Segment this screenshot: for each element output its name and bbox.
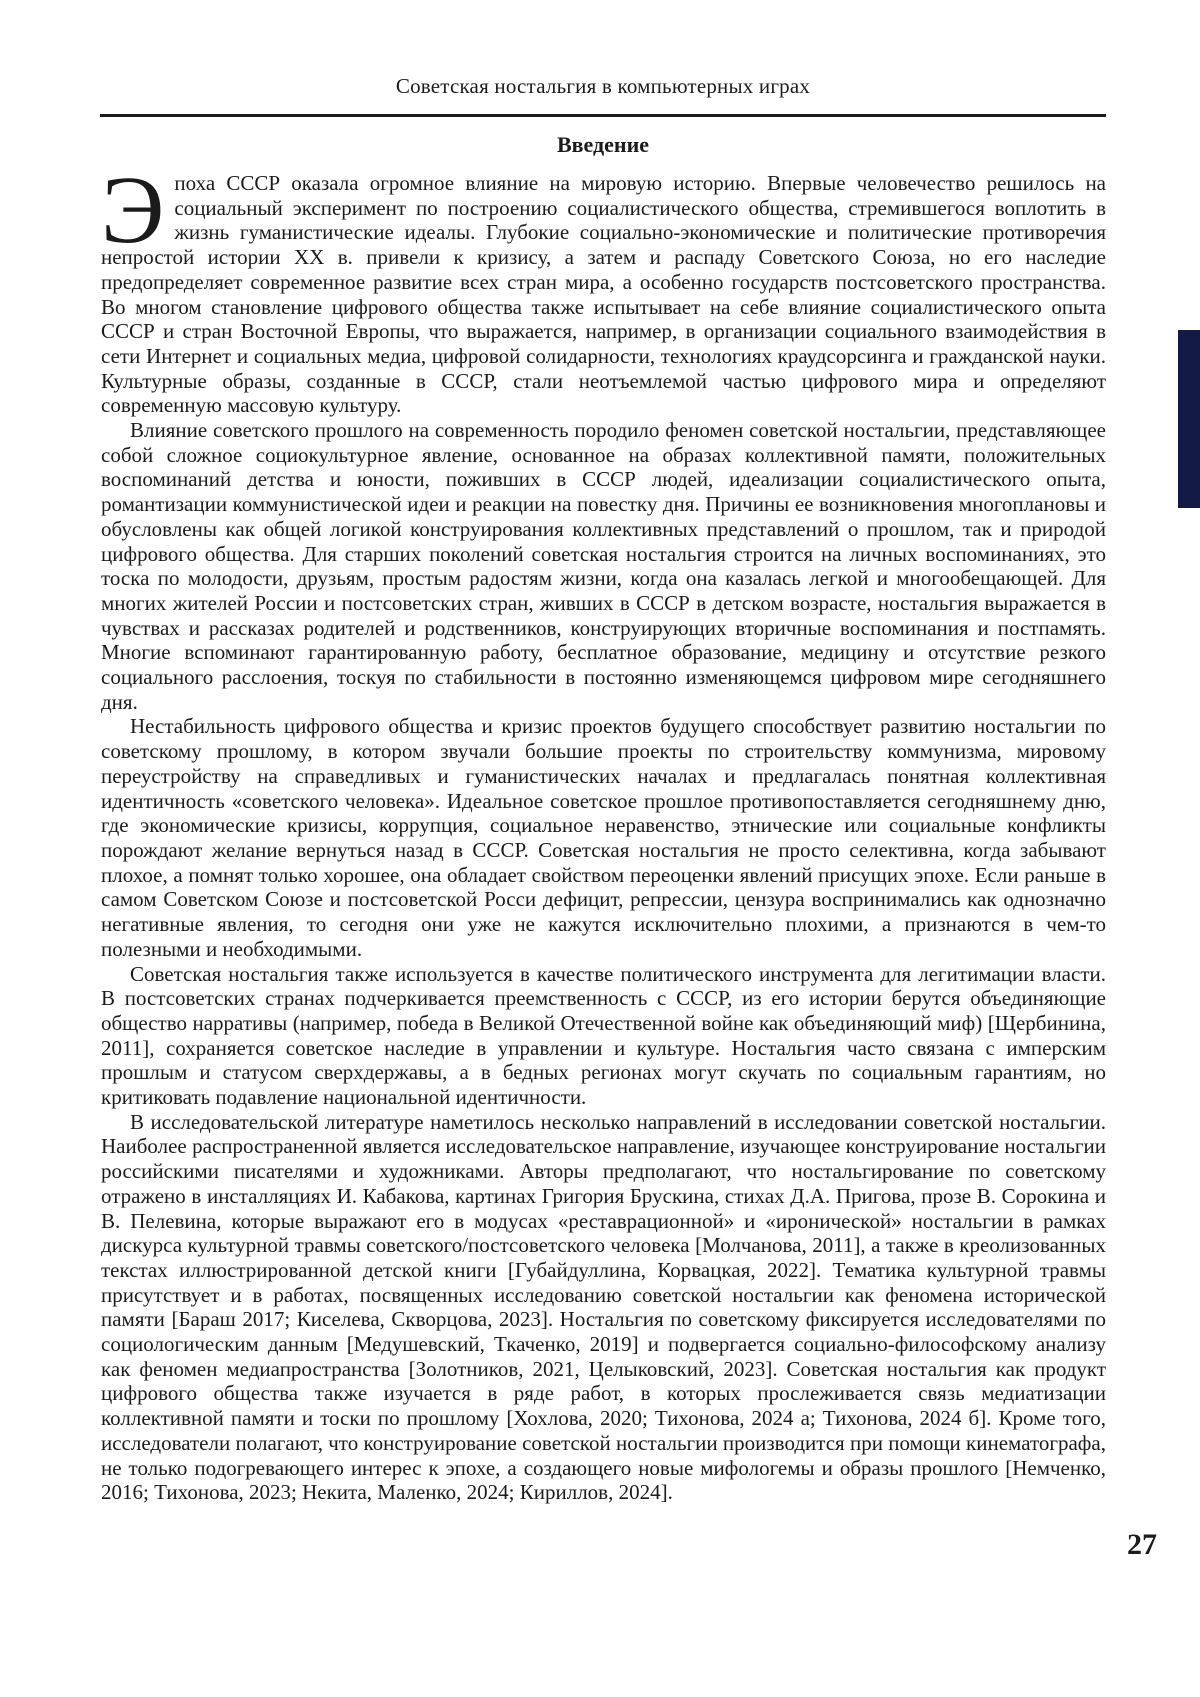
drop-cap: Э bbox=[101, 156, 165, 263]
page-number: 27 bbox=[1127, 1528, 1157, 1561]
running-header: Советская ностальгия в компьютерных играх bbox=[395, 74, 811, 98]
paragraph-2: Влияние советского прошлого на современность породило феномен советской ностальгии, представляющее собой сложное социокультурное явление, основанное на образах коллективной памяти, положительных воспоминаний детства и юности, поживших в СССР людей, идеализации социалистического опыта, романтизации коммунистической идеи и реакции на повестку дня. Причины ее возникновения многоплановы и обусловлены как общей логикой конструирования коллективных представлений о прошлом, так и природой цифрового общества. Для старших поколений советская ностальгия строится на личных воспоминаниях, это тоска по молодости, друзьям, простым радостям жизни, когда она казалась легкой и многообещающей. Для многих жителей России и постсоветских стран, живших в СССР в детском возрасте, ностальгия выражается в чувствах и рассказах родителей и родственников, конструирующих вторичные воспоминания и постпамять. Многие вспоминают гарантированную работу, бесплатное образование, медицину и отсутствие резкого социального расслоения, тоскуя по стабильности в постоянно изменяющемся цифровом мире сегодняшнего дня. bbox=[101, 418, 1106, 714]
paragraph-1 bbox=[101, 156, 1106, 418]
paragraph-4: Советская ностальгия также используется в качестве политического инструмента для легитимации власти. В постсоветских странах подчеркивается преемственность с СССР, из его истории берутся объединяющие общество нарративы (например, победа в Великой Отечественной войне как объединяющий миф) [Щербинина, 2011], сохраняется советское наследие в управлении и культуре. Ностальгия часто связана с имперским прошлым и статусом сверхдержавы, а в бедных регионах могут скучать по социальным гарантиям, но критиковать подавление национальной идентичности. bbox=[101, 961, 1106, 1110]
paragraph-3: Нестабильность цифрового общества и кризис проектов будущего способствует развитию ностальгии по советскому прошлому, в котором звучали большие проекты по строительству коммунизма, мировому переустройству на справедливых и гуманистических началах и предлагалась понятная коллективная идентичность «советского человека». Идеальное советское прошлое противопоставляется сегодняшнему дню, где экономические кризисы, коррупция, социальное неравенство, этнические или социальные конфликты порождают желание вернуться назад в СССР. Советская ностальгия не просто селективна, когда забывают плохое, а помнят только хорошее, она обладает свойством переоценки явлений присущих эпохе. Если раньше в самом Советском Союзе и постсоветской Росси дефицит, репрессии, цензура воспринимались как однозначно негативные явления, то сегодня они уже не кажутся исключительно плохими, а признаются в чем-то полезными и необходимыми. bbox=[101, 714, 1106, 961]
paragraph-5: В исследовательской литературе наметилось несколько направлений в исследовании советской ностальгии. Наиболее распространенной является исследовательское направление, изучающее конструирование ностальгии российскими писателями и художниками. Авторы предполагают, что ностальгирование по советскому отражено в инсталляциях И. Кабакова, картинах Григория Брускина, стихах Д.А. Пригова, прозе В. Сорокина и В. Пелевина, которые выражают его в модусах «реставрационной» и «иронической» ностальгии в рамках дискурса культурной травмы советского/постсоветского человека [Молчанова, 2011], а также в креолизованных текстах иллюстрированной детской книги [Губайдуллина, Корвацкая, 2022]. Тематика культурной травмы присутствует и в работах, посвященных исследованию советской ностальгии как феномена исторической памяти [Бараш 2017; Киселева, Скворцова, 2023]. Ностальгия по советскому фиксируется исследователями по социологическим данным [Медушевский, Ткаченко, 2019] и подвергается социально-философскому анализу как феномен медиапространства [Золотников, 2021, Целыковский, 2023]. Советская ностальгия как продукт цифрового общества также изучается в ряде работ, в которых прослеживается связь медиатизации коллективной памяти и тоски по прошлому [Хохлова, 2020; Тихонова, 2024 а; Тихонова, 2024 б]. Кроме того, исследователи полагают, что конструирование советской ностальгии производится при помощи кинематографа, не только подогревающего интерес к эпохе, а создающего новые мифологемы и образы прошлого [Немченко, 2016; Тихонова, 2023; Некита, Маленко, 2024; Кириллов, 2024]. bbox=[101, 1109, 1106, 1505]
paragraph-1-text: поха СССР оказала огромное влияние на мировую историю. Впервые человечество решилось на социальный эксперимент по построению социалистического общества, стремившегося воплотить в жизнь гуманистические идеалы. Глубокие социально-экономические и политические противоречия непростой истории XX в. привели к кризису, а затем и распаду Советского Союза, но его наследие предопределяет современное развитие всех стран мира, а особенно государств постсоветского пространства. Во многом становление цифрового общества также испытывает на себе влияние социалистического опыта СССР и стран Восточной Европы, что выражается, например, в организации социального взаимодействия в сети Интернет и социальных медиа, цифровой солидарности, технологиях краудсорсинга и гражданской науки. Культурные образы, созданные в СССР, стали неотъемлемой частью цифрового мира и определяют современную массовую культуру. bbox=[101, 171, 1106, 418]
edge-tab bbox=[1178, 330, 1200, 508]
article-body bbox=[101, 156, 1106, 1505]
section-heading: Введение bbox=[556, 132, 650, 157]
header-rule bbox=[100, 114, 1106, 117]
